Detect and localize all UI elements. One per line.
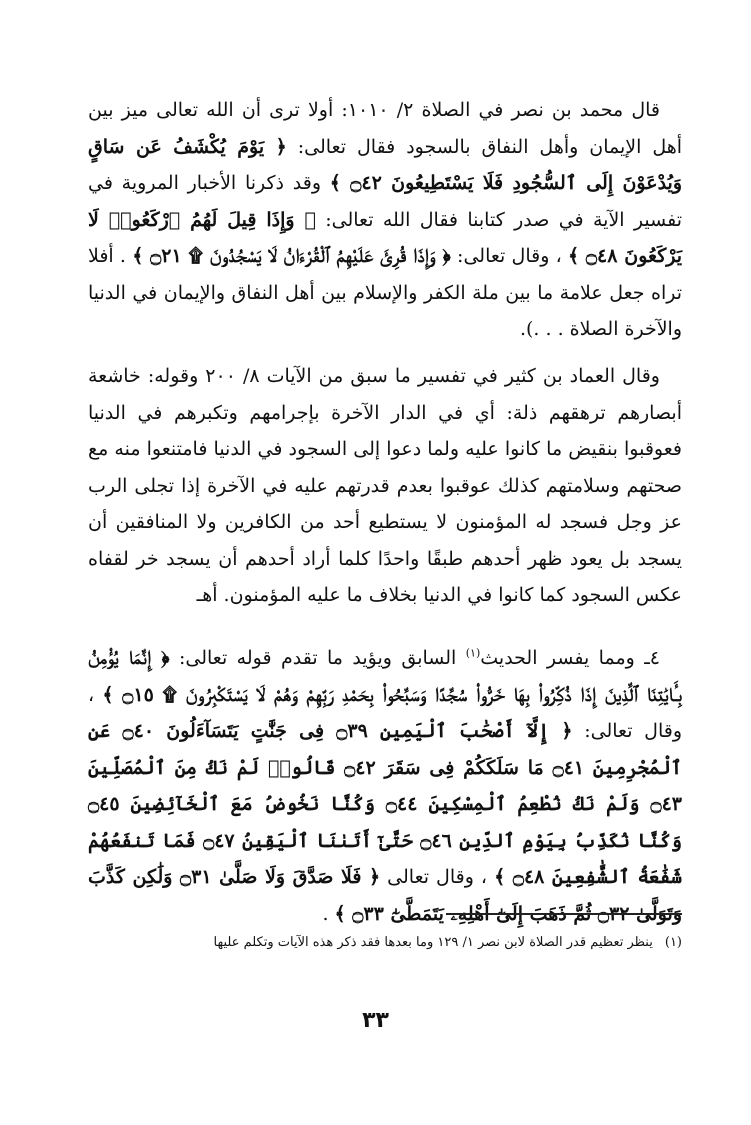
paragraph-ibn-nasr	[88, 92, 682, 348]
quran-verse: ﴿ إِنَّمَا يُؤْمِنُ بِـَٔايَٰتِنَا ٱلَّذِينَ إِذَا ذُكِّرُوا۟ بِهَا خَرُّوا۟ سُجَّدًا وَسَبَّحُوا۟ بِحَمْدِ رَبِّهِمْ وَهُمْ لَا يَسْتَكْبِرُونَ ۩ ۝١٥ ﴾	[88, 647, 683, 706]
prose-text: ، وقال تعالى	[387, 866, 488, 888]
prose-text: . أفلا تراه جعل علامة ما بين ملة الكفر والإسلام بين أهل النفاق والإيمان في الدنيا والآخرة الصلاة . . .).	[88, 245, 682, 340]
paragraph-text	[88, 92, 682, 348]
paragraph-text	[88, 640, 682, 932]
footnote	[88, 930, 682, 956]
quran-verse: ﴿ يَوْمَ يُكْشَفُ عَن سَاقٍ وَيُدْعَوْنَ إِلَى ٱلسُّجُودِ فَلَا يَسْتَطِيعُونَ ۝٤٢ ﴾	[88, 135, 683, 194]
paragraph-text: وقال العماد بن كثير في تفسير ما سبق من الآيات ٨/ ٢٠٠ وقوله: خاشعة أبصارهم ترهقهم ذلة: أي في الدار الآخرة بإجرامهم وتكبرهم في الدنيا فعوقبوا بنقيض ما كانوا عليه ولما دعوا إلى السجود في الدنيا فامتنعوا منه مع صحتهم وسلامتهم كذلك عوقبوا بعدم قدرتهم عليه في الآخرة إذا تجلى الرب عز وجل فسجد له المؤمنون لا يستطيع أحد من الكافرين ولا المنافقين أن يسجد بل يعود ظهر أحدهم طبقًا واحدًا كلما أراد أحدهم أن يسجد خر لقفاه عكس السجود كما كانوا في الدنيا بخلاف ما عليه المؤمنون. أهـ	[88, 365, 682, 606]
paragraph-hadith-explanation	[88, 640, 682, 932]
prose-text: ، وقال تعالى:	[457, 245, 562, 267]
footnote-reference[interactable]: (١)	[465, 646, 481, 660]
quran-verse: ﴿ وَإِذَا قُرِئَ عَلَيْهِمُ ٱلْقُرْءَانُ لَا يَسْجُدُونَ ۩ ۝٢١ ﴾	[132, 245, 451, 267]
prose-text: ٤ـ ومما يفسر الحديث	[480, 647, 660, 669]
prose-text: ، وقال تعالى:	[88, 683, 682, 742]
footnote-number: (١)	[664, 935, 682, 950]
prose-text: .	[322, 902, 335, 925]
prose-text: وقد ذكرنا الأخبار المروية في تفسير الآية في صدر كتابنا فقال الله تعالى:	[88, 172, 682, 231]
footnote-divider	[446, 913, 682, 915]
footnote-text: ينظر تعظيم قدر الصلاة لابن نصر ١/ ١٢٩ وما بعدها فقد ذكر هذه الآيات وتكلم عليها	[213, 935, 653, 950]
prose-text: قال محمد بن نصر في الصلاة ٢/ ١٠١٠: أولا ترى أن الله تعالى ميز بين أهل الإيمان وأهل النفاق بالسجود فقال تعالى:	[88, 99, 683, 158]
quran-verse: ﴿ إِلَّآ أَصْحَٰبَ ٱلْيَمِينِ ۝٣٩ فِى جَنَّٰتٍ يَتَسَآءَلُونَ ۝٤٠ عَنِ ٱلْمُجْرِمِينَ ۝٤١ مَا سَلَكَكُمْ فِى سَقَرَ ۝٤٢ قَالُوا۟ لَمْ نَكُ مِنَ ٱلْمُصَلِّينَ ۝٤٣ وَلَمْ نَكُ نُطْعِمُ ٱلْمِسْكِينَ ۝٤٤ وَكُنَّا نَخُوضُ مَعَ ٱلْخَآئِضِينَ ۝٤٥ وَكُنَّا نُكَذِّبُ بِيَوْمِ ٱلدِّينِ ۝٤٦ حَتَّىٰٓ أَتَىٰنَا ٱلْيَقِينُ ۝٤٧ فَمَا تَنفَعُهُمْ شَفَٰعَةُ ٱلشَّٰفِعِينَ ۝٤٨ ﴾	[88, 720, 682, 888]
quran-verse: ﴿ فَلَا صَدَّقَ وَلَا صَلَّىٰ ۝٣١ وَلَٰكِن كَذَّبَ وَتَوَلَّىٰ ۝٣٢ ثُمَّ ذَهَبَ إِلَىٰٓ أَهْلِهِۦ يَتَمَطَّىٰٓ ۝٣٣ ﴾	[88, 866, 682, 925]
page-number: ٣٣	[362, 1008, 389, 1033]
prose-text: السابق ويؤيد ما تقدم قوله تعالى:	[178, 647, 466, 669]
paragraph-ibn-kathir	[88, 358, 682, 614]
quran-verse: ﴿ وَإِذَا قِيلَ لَهُمُ ٱرْكَعُوا۟ لَا يَرْكَعُونَ ۝٤٨ ﴾	[88, 208, 683, 267]
